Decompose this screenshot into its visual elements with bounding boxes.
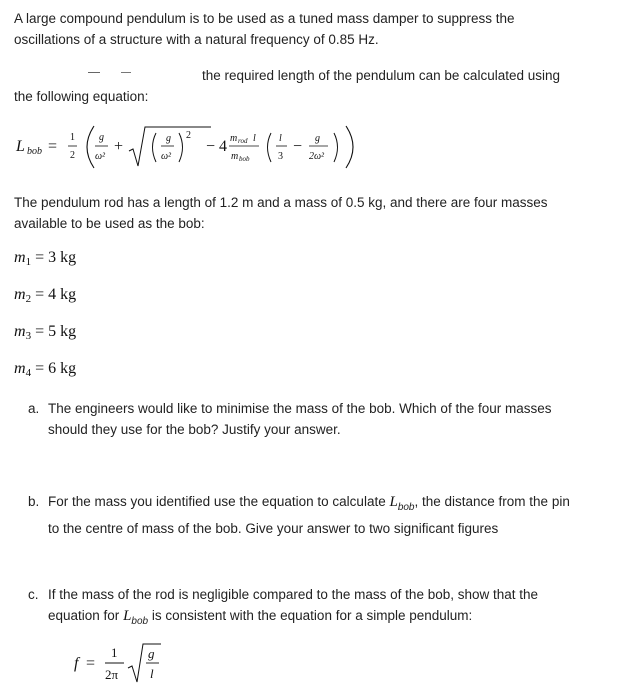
eq-paren-right [179, 133, 183, 162]
simple-pendulum-equation [66, 638, 186, 688]
question-c [28, 584, 608, 632]
sp-l: l [150, 666, 154, 681]
redaction-mark [121, 72, 131, 73]
eq-l-1: l [253, 133, 256, 144]
question-b-line-2: to the centre of mass of the bob. Give your answer to two significant figures [48, 521, 499, 536]
eq-omega-sq-1: ω² [95, 151, 106, 162]
l-bob-equation [8, 118, 368, 174]
rod-line-1: The pendulum rod has a length of 1.2 m and a mass of 0.5 kg, and there are four masses [14, 195, 548, 210]
question-a-label: a. [28, 401, 40, 416]
intro-line-1: A large compound pendulum is to be used as a tuned mass damper to suppress the [14, 11, 515, 26]
eq-m-rod: m [230, 133, 238, 144]
question-a-line-1: The engineers would like to minimise the mass of the bob. Which of the four masses [48, 401, 552, 416]
eq-g-1: g [99, 132, 104, 143]
eq-inner-paren-left [268, 133, 272, 162]
eq-bob-sub: bob [239, 155, 250, 163]
intro-line-2: oscillations of a structure with a natural frequency of 0.85 Hz. [14, 32, 379, 47]
eq-two-omega-sq: 2ω² [309, 151, 325, 162]
sp-equals: = [86, 655, 96, 672]
eq-big-paren-right [346, 126, 353, 168]
eq-lhs: L [16, 138, 25, 155]
eq-three: 3 [278, 151, 283, 162]
sp-two-pi: 2π [105, 667, 119, 682]
question-a [28, 398, 608, 440]
question-a-line-2: should they use for the bob? Justify your answer. [48, 422, 341, 437]
eq-equals: = [48, 138, 58, 155]
eq-inner-paren-right [334, 133, 338, 162]
eq-lhs-sub: bob [27, 146, 42, 157]
eq-half-den: 2 [70, 150, 75, 161]
mass-item: m1 = 3 kg [14, 249, 77, 268]
rod-line-2: available to be used as the bob: [14, 216, 205, 231]
question-b [28, 491, 608, 539]
eq-paren-left [153, 133, 157, 162]
eq-power: 2 [186, 130, 191, 141]
mass-item: m4 = 6 kg [14, 360, 77, 379]
eq-coef: 4 [219, 138, 227, 155]
question-c-line-1: If the mass of the rod is negligible compared to the mass of the bob, show that the [48, 587, 539, 602]
sp-one: 1 [111, 645, 118, 660]
question-c-label: c. [28, 587, 39, 602]
eq-g-3: g [315, 133, 320, 144]
eq-half-num: 1 [70, 132, 75, 143]
eq-big-paren-left [87, 126, 94, 168]
eq-l-2: l [279, 133, 282, 144]
sp-f: f [74, 655, 79, 672]
mass-item: m3 = 5 kg [14, 323, 77, 342]
mass-item: m2 = 4 kg [14, 286, 77, 305]
eq-rod-sub: rod [238, 137, 248, 145]
eq-g-2: g [166, 133, 171, 144]
question-b-line-1: For the mass you identified use the equation to calculate $L_{bob}$, the distance from the pin [48, 494, 570, 513]
question-c-line-2: equation for $L_{bob}$ is consistent with the equation for a simple pendulum: [48, 608, 473, 627]
intro-line-3: the required length of the pendulum can be calculated using [202, 68, 561, 83]
question-b-label: b. [28, 494, 40, 509]
eq-plus: + [114, 138, 124, 155]
eq-minus: − [206, 138, 216, 155]
eq-minus-2: − [293, 138, 303, 155]
redaction-mark [88, 72, 100, 73]
eq-m-bob: m [231, 151, 239, 162]
eq-omega-sq-2: ω² [161, 151, 172, 162]
intro-line-4: the following equation: [14, 89, 149, 104]
sp-g: g [148, 646, 155, 661]
